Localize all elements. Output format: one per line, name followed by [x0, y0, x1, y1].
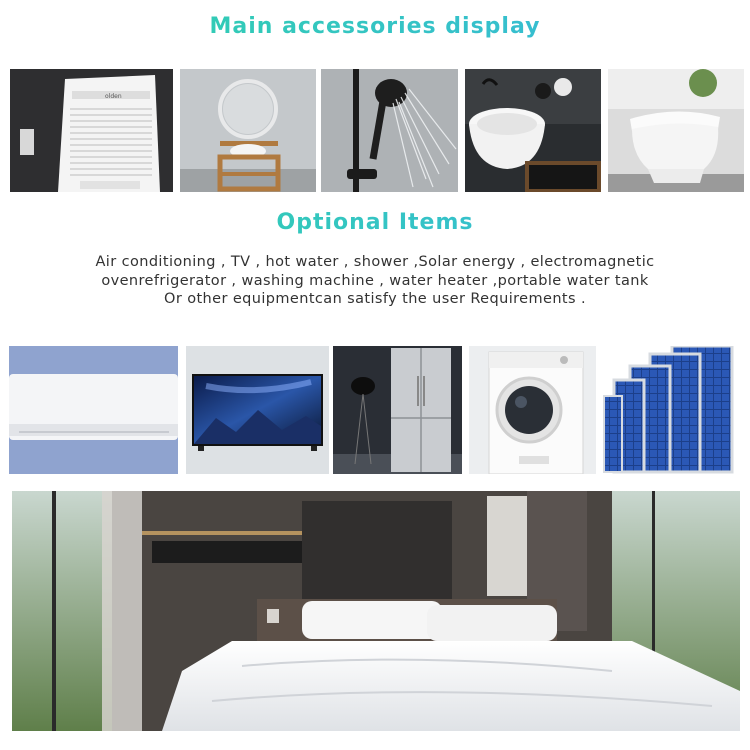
- refrigerator-photo: [333, 346, 462, 474]
- air-conditioner-illustration: [9, 346, 178, 474]
- vanity-basin-illustration: [180, 69, 316, 192]
- television-photo: [186, 346, 329, 474]
- bath-heater-illustration: [10, 69, 173, 192]
- bedroom-photo: [12, 491, 740, 731]
- svg-text:olden: olden: [105, 93, 122, 100]
- smart-toilet-photo: [608, 69, 744, 192]
- air-conditioner-photo: [9, 346, 178, 474]
- refrigerator-illustration: [333, 346, 462, 474]
- wash-basin-photo: [465, 69, 601, 192]
- bedroom-illustration: [12, 491, 740, 731]
- main-accessories-heading: Main accessories display: [0, 14, 750, 39]
- shower-head-illustration: [321, 69, 458, 192]
- optional-items-description: [0, 253, 750, 309]
- solar-panels-photo: [602, 346, 744, 474]
- description-line-3: Or other equipmentcan satisfy the user Requirements .: [164, 291, 586, 307]
- washing-machine-illustration: [469, 346, 596, 474]
- smart-toilet-illustration: [608, 69, 744, 192]
- bath-heater-photo: [10, 69, 173, 192]
- description-line-2: ovenrefrigerator , washing machine , water heater ,portable water tank: [101, 272, 649, 289]
- shower-head-photo: [321, 69, 458, 192]
- solar-panels-illustration: [602, 346, 744, 474]
- wash-basin-illustration: [465, 69, 601, 192]
- optional-items-heading: Optional Items: [0, 210, 750, 235]
- description-line-1: Air conditioning , TV , hot water , shower ,Solar energy , electromagnetic: [95, 254, 655, 270]
- vanity-basin-photo: [180, 69, 316, 192]
- television-illustration: [186, 346, 329, 474]
- washing-machine-photo: [469, 346, 596, 474]
